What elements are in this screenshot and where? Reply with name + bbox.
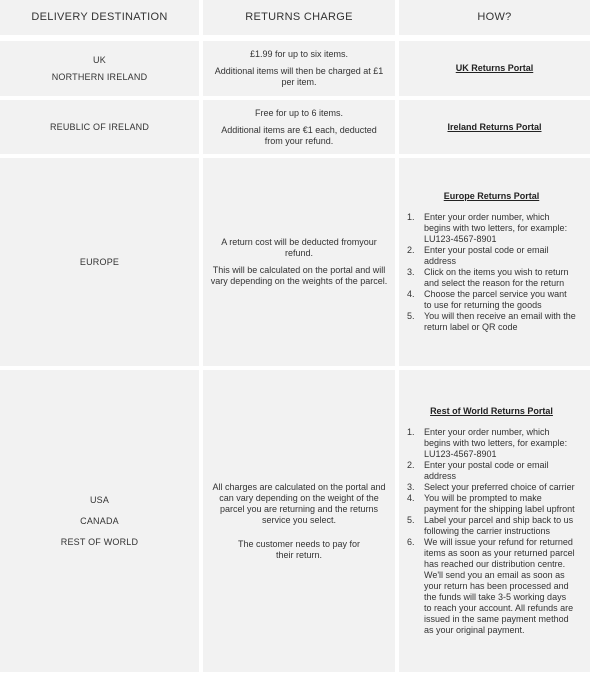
row-rest-of-world-charge: [203, 370, 395, 672]
header-destination: DELIVERY DESTINATION: [0, 0, 199, 35]
header-how: HOW?: [399, 0, 590, 35]
list-item: Enter your postal code or email address: [424, 245, 549, 266]
row-europe-destination: [0, 158, 199, 366]
list-item: You will then receive an email with the return label or QR code: [424, 311, 576, 332]
list-item: We will issue your refund for returned items as soon as your returned parcel has reached our distribution centre. We'll send you an email as soon as your return has been processed and the funds will take 3-5 working days to reach your account. All refunds are issued in the same payment method as your original payment.: [424, 537, 575, 635]
europe-returns-portal-link[interactable]: Europe Returns Portal: [443, 191, 540, 201]
destination-uk: UK: [93, 54, 106, 65]
destination-usa: USA: [89, 494, 110, 505]
rest-of-world-steps-list: [407, 427, 576, 636]
row-uk-charge: [203, 41, 395, 96]
row-rest-of-world-how: [399, 370, 590, 672]
list-item: Label your parcel and ship back to us following the carrier instructions: [424, 515, 574, 536]
list-item: Click on the items you wish to return and select the reason for the return: [424, 267, 569, 288]
charge-text: A return cost will be deducted fromyour refund.: [221, 237, 377, 258]
charge-text: Additional items are €1 each, deducted from your refund.: [221, 124, 377, 146]
charge-text: This will be calculated on the portal and will vary depending on the weights of the parcel.: [210, 265, 388, 286]
destination-canada: CANADA: [80, 515, 119, 526]
charge-text: Free for up to 6 items.: [254, 107, 344, 118]
charge-text: All charges are calculated on the portal and can vary depending on the weight of the parcel you are returning and the returns service you select.: [212, 481, 386, 525]
list-item: You will be prompted to make payment for the shipping label upfront: [424, 493, 575, 514]
row-ireland-destination: [0, 100, 199, 154]
charge-text: £1.99 for up to six items.: [249, 49, 349, 59]
destination-republic-of-ireland: REUBLIC OF IRELAND: [49, 121, 150, 132]
charge-text: The customer needs to pay for their return.: [237, 538, 361, 560]
list-item: Choose the parcel service you want to use for returning the goods: [424, 289, 567, 310]
rest-of-world-returns-portal-link[interactable]: Rest of World Returns Portal: [430, 406, 553, 416]
list-item: Enter your postal code or email address: [424, 460, 549, 481]
header-returns-charge: RETURNS CHARGE: [203, 0, 395, 35]
row-ireland-how: [399, 100, 590, 154]
list-item: Enter your order number, which begins with two letters, for example: LU123-4567-8901: [424, 427, 568, 459]
uk-returns-portal-link[interactable]: UK Returns Portal: [455, 63, 534, 73]
destination-northern-ireland: NORTHERN IRELAND: [51, 71, 148, 82]
list-item: Select your preferred choice of carrier: [424, 482, 575, 492]
europe-steps-list: [407, 212, 576, 333]
destination-europe: EUROPE: [79, 256, 120, 267]
row-rest-of-world-destination: [0, 370, 199, 672]
row-europe-charge: [203, 158, 395, 366]
ireland-returns-portal-link[interactable]: Ireland Returns Portal: [447, 121, 542, 132]
charge-text: Additional items will then be charged at £1 per item.: [214, 66, 384, 87]
row-europe-how: [399, 158, 590, 366]
destination-rest-of-world: REST OF WORLD: [60, 536, 139, 547]
list-item: Enter your order number, which begins with two letters, for example: LU123-4567-8901: [424, 212, 568, 244]
row-uk-how: [399, 41, 590, 96]
row-uk-destination: [0, 41, 199, 96]
row-ireland-charge: [203, 100, 395, 154]
